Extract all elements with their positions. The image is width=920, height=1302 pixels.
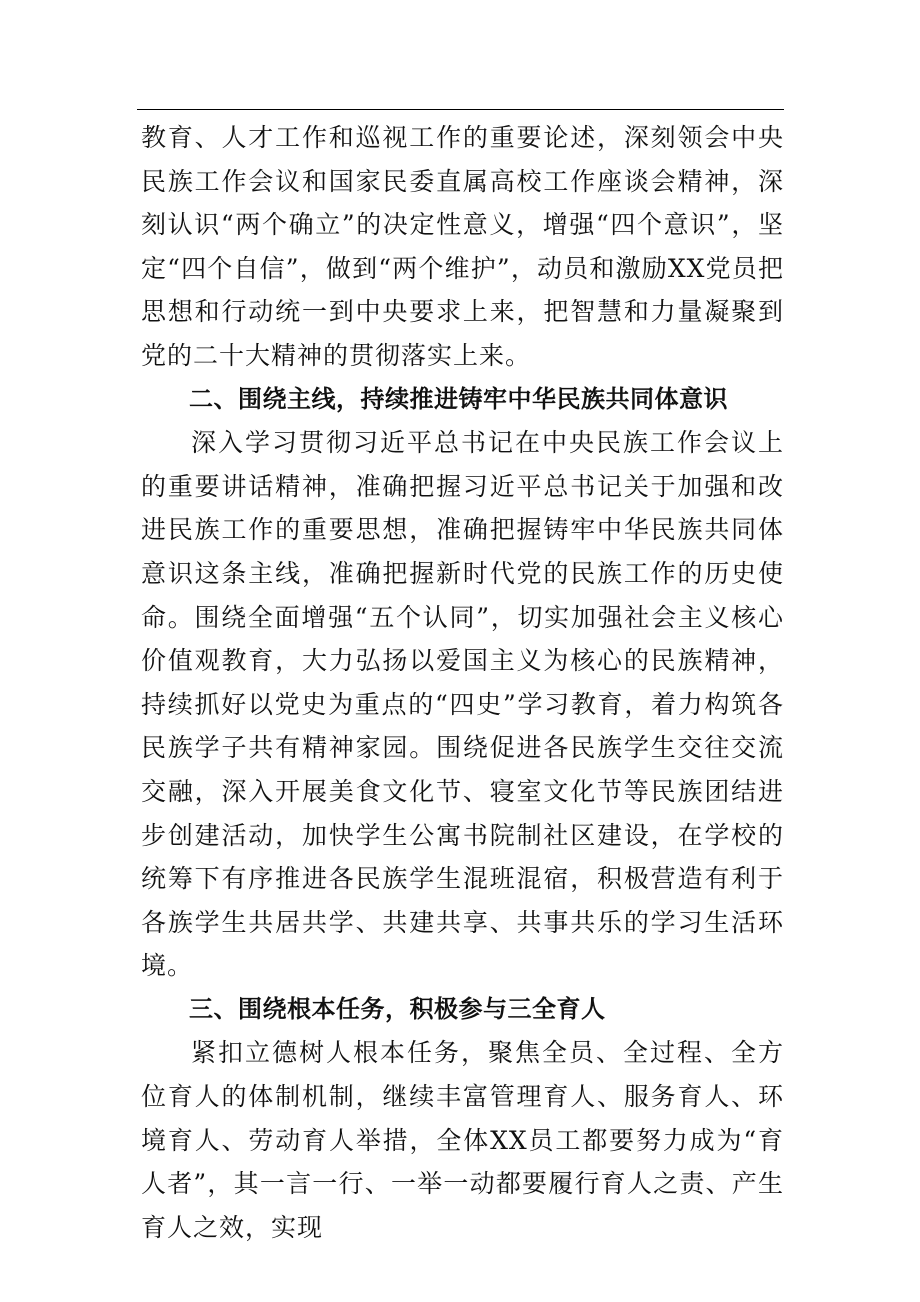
- section-heading-3: 三、围绕根本任务，积极参与三全育人: [189, 994, 606, 1023]
- paragraph-section-2: 深入学习贯彻习近平总书记在中央民族工作会议上的重要讲话精神，准确把握习近平总书记关于加强和改进民族工作的重要思想，准确把握铸牢中华民族共同体意识这条主线，准确把握新时代党的民族工作的历史使命。围绕全面增强“五个认同”，切实加强社会主义核心价值观教育，大力弘扬以爱国主义为核心的民族精神，持续抓好以党史为重点的“四史”学习教育，着力构筑各民族学子共有精神家园。围绕促进各民族学生交往交流交融，深入开展美食文化节、寝室文化节等民族团结进步创建活动，加快学生公寓书院制社区建设，在学校的统筹下有序推进各民族学生混班混宿，积极营造有利于各族学生共居共学、共建共享、共事共乐的学习生活环境。: [141, 428, 784, 981]
- document-body: [141, 116, 784, 1249]
- section-heading-2: 二、围绕主线，持续推进铸牢中华民族共同体意识: [189, 384, 728, 413]
- paragraph-section-3: 紧扣立德树人根本任务，聚焦全员、全过程、全方位育人的体制机制，继续丰富管理育人、服务育人、环境育人、劳动育人举措，全体XX员工都要努力成为“育人者”，其一言一行、一举一动都要履行育人之责、产生育人之效，实现: [141, 1038, 784, 1242]
- paragraph-continuation: 教育、人才工作和巡视工作的重要论述，深刻领会中央民族工作会议和国家民委直属高校工作座谈会精神，深刻认识“两个确立”的决定性意义，增强“四个意识”，坚定“四个自信”，做到“两个维护”，动员和激励XX党员把思想和行动统一到中央要求上来，把智慧和力量凝聚到党的二十大精神的贯彻落实上来。: [141, 123, 784, 370]
- header-rule: [137, 109, 784, 110]
